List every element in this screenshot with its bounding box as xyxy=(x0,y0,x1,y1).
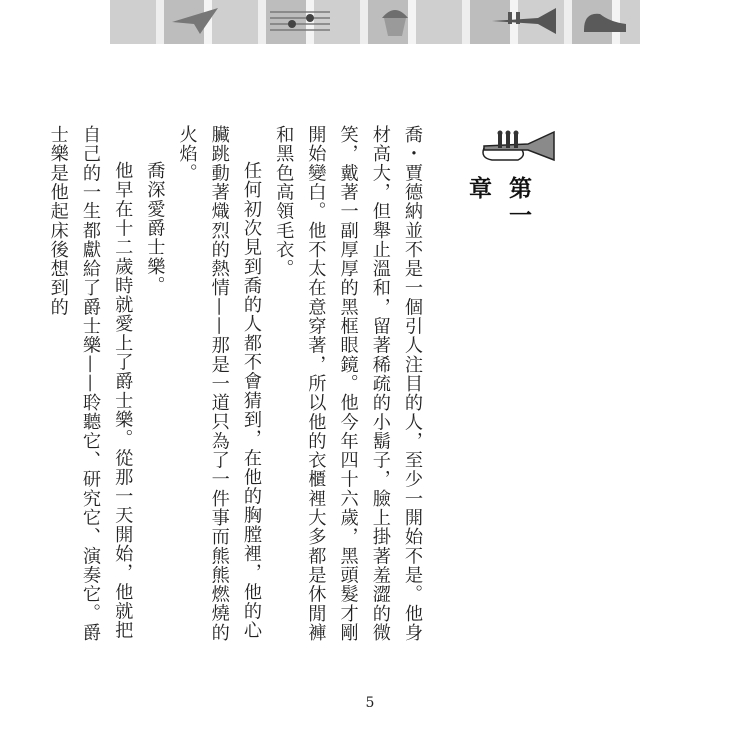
chapter-title: 第一章 xyxy=(465,176,531,230)
trumpet-icon xyxy=(478,126,560,168)
trumpet-icon xyxy=(490,4,560,38)
chapter-body-text xyxy=(47,125,428,655)
header-decoration-strip xyxy=(110,0,640,44)
chapter-heading xyxy=(465,126,560,241)
paper-plane-icon xyxy=(170,4,220,38)
page-number: 5 xyxy=(365,695,375,711)
paragraph-2: 任何初次見到喬的人都不會猜到，在他的胸膛裡，他的心臟跳動著熾烈的熱情——那是一道只為了一件事而熊熊燃燒的火焰。 xyxy=(176,125,262,643)
shoe-icon xyxy=(580,4,630,38)
paragraph-1: 喬・賈德納並不是一個引人注目的人，至少一開始不是。他身材高大，但舉止溫和，留著稀疏的小鬍子，臉上掛著羞澀的微笑，戴著一副厚厚的黑框眼鏡。他今年四十六歲，黑頭髮才剛開始變白。他不太在意穿著，所以他的衣櫃裡大多都是休閒褲和黑色高領毛衣。 xyxy=(273,125,423,643)
cupcake-icon xyxy=(380,4,410,38)
paragraph-4: 他早在十二歲時就愛上了爵士樂。從那一天開始，他就把自己的一生都獻給了爵士樂——聆聽它、研究它、演奏它。爵士樂是他起床後想到的 xyxy=(47,125,134,643)
paragraph-3: 喬深愛爵士樂。 xyxy=(144,161,166,296)
music-staff-icon xyxy=(270,4,330,38)
